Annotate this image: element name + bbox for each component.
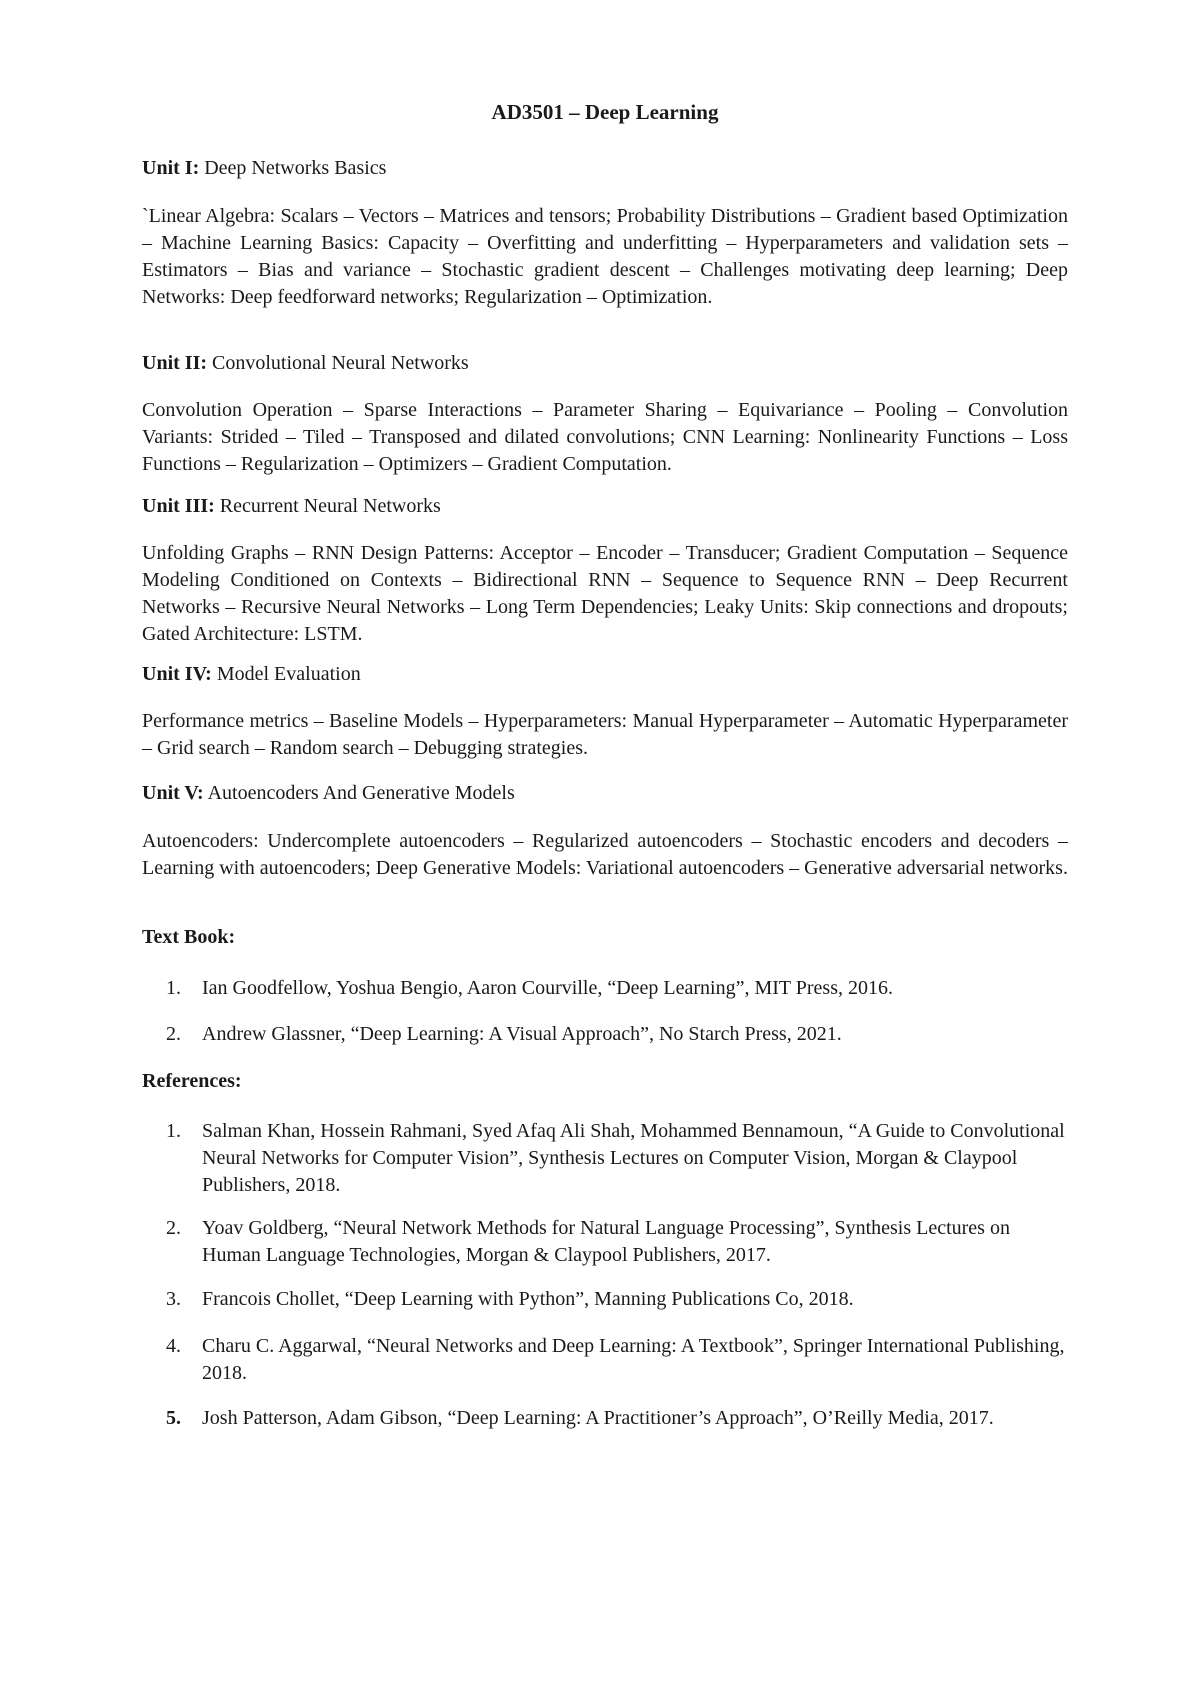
list-number: 1.: [166, 977, 181, 999]
unit-name: Model Evaluation: [216, 663, 361, 685]
unit-heading-5: [142, 780, 515, 807]
references-heading: References:: [142, 1070, 242, 1092]
reference-item: [142, 1118, 1068, 1199]
textbook-item: [142, 975, 1068, 1002]
list-number: 1.: [166, 1120, 181, 1142]
unit-heading-4: [142, 661, 361, 688]
list-number: 2.: [166, 1217, 181, 1239]
unit-heading-1: [142, 155, 386, 182]
unit-content-2: Convolution Operation – Sparse Interactions – Parameter Sharing – Equivariance – Pooling – Convolution Variants: Strided – Tiled – Transposed and dilated convolutions; CNN Learning: Nonlinearity Functions – Loss Functions – Regularization – Optimizers – Gradient Computation.: [142, 399, 1068, 475]
list-text: Andrew Glassner, “Deep Learning: A Visual Approach”, No Starch Press, 2021.: [202, 1023, 842, 1045]
list-number: 2.: [166, 1023, 181, 1045]
reference-item: [142, 1405, 1068, 1432]
unit-label: Unit I:: [142, 157, 200, 179]
unit-name: Autoencoders And Generative Models: [207, 782, 515, 804]
unit-label: Unit IV:: [142, 663, 212, 685]
list-number: 5.: [166, 1407, 181, 1429]
list-number: 4.: [166, 1335, 181, 1357]
unit-content-3: Unfolding Graphs – RNN Design Patterns: Acceptor – Encoder – Transducer; Gradient Computation – Sequence Modeling Conditioned on Contexts – Bidirectional RNN – Sequence to Sequence RNN – Deep Recurrent Networks – Recursive Neural Networks – Long Term Dependencies; Leaky Units: Skip connections and dropouts; Gated Architecture: LSTM.: [142, 542, 1068, 645]
list-text: Francois Chollet, “Deep Learning with Python”, Manning Publications Co, 2018.: [202, 1288, 854, 1310]
list-text: Josh Patterson, Adam Gibson, “Deep Learning: A Practitioner’s Approach”, O’Reilly Media, 2017.: [202, 1407, 994, 1429]
unit-name: Convolutional Neural Networks: [212, 352, 469, 374]
textbook-heading: Text Book:: [142, 926, 236, 948]
list-text: Yoav Goldberg, “Neural Network Methods for Natural Language Processing”, Synthesis Lectures on Human Language Technologies, Morgan & Claypool Publishers, 2017.: [202, 1217, 1010, 1266]
reference-item: [142, 1333, 1068, 1387]
unit-heading-3: [142, 493, 441, 520]
reference-item: [142, 1286, 1068, 1313]
unit-label: Unit III:: [142, 495, 215, 517]
unit-name: Deep Networks Basics: [204, 157, 387, 179]
list-text: Charu C. Aggarwal, “Neural Networks and Deep Learning: A Textbook”, Springer International Publishing, 2018.: [202, 1335, 1065, 1384]
unit-heading-2: [142, 350, 469, 377]
list-text: Salman Khan, Hossein Rahmani, Syed Afaq Ali Shah, Mohammed Bennamoun, “A Guide to Convolutional Neural Networks for Computer Vision”, Synthesis Lectures on Computer Vision, Morgan & Claypool Publishers, 2018.: [202, 1120, 1065, 1196]
reference-item: [142, 1215, 1068, 1269]
unit-label: Unit V:: [142, 782, 204, 804]
document-title: AD3501 – Deep Learning: [491, 100, 719, 124]
unit-name: Recurrent Neural Networks: [219, 495, 441, 517]
unit-content-1: `Linear Algebra: Scalars – Vectors – Matrices and tensors; Probability Distributions – Gradient based Optimization – Machine Learning Basics: Capacity – Overfitting and underfitting – Hyperparameters and validation sets – Estimators – Bias and variance – Stochastic gradient descent – Challenges motivating deep learning; Deep Networks: Deep feedforward networks; Regularization – Optimization.: [142, 205, 1068, 308]
unit-content-5: Autoencoders: Undercomplete autoencoders – Regularized autoencoders – Stochastic encoders and decoders – Learning with autoencoders; Deep Generative Models: Variational autoencoders – Generative adversarial networks.: [142, 830, 1068, 879]
list-number: 3.: [166, 1288, 181, 1310]
unit-content-4: Performance metrics – Baseline Models – Hyperparameters: Manual Hyperparameter – Automatic Hyperparameter – Grid search – Random search – Debugging strategies.: [142, 710, 1068, 759]
textbook-item: [142, 1021, 1068, 1048]
list-text: Ian Goodfellow, Yoshua Bengio, Aaron Courville, “Deep Learning”, MIT Press, 2016.: [202, 977, 893, 999]
unit-label: Unit II:: [142, 352, 208, 374]
